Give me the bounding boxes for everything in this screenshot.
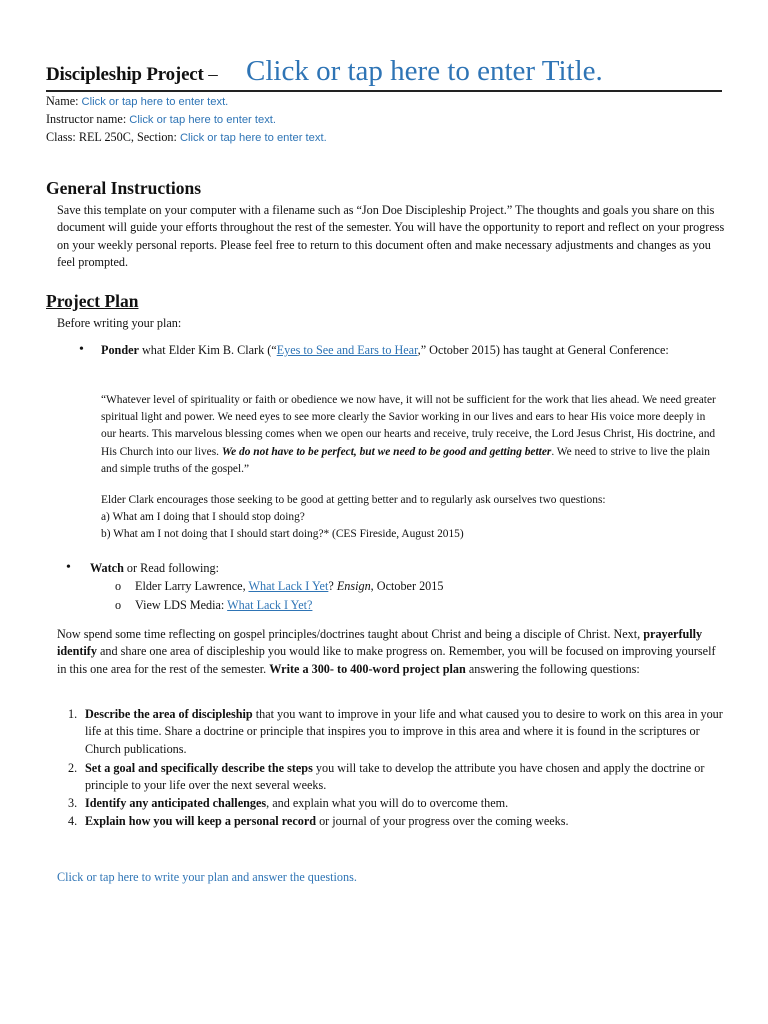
watch-item: Watch or Read following: [90,561,219,575]
project-plan-heading: Project Plan [46,291,139,311]
title-label: Discipleship Project – [46,64,218,85]
question-item: Explain how you will keep a personal record or journal of your progress over the coming weeks. [85,814,569,828]
question-number: 3. [68,796,78,810]
question-number: 1. [68,707,78,721]
question-item: Identify any anticipated challenges, and explain what you will do to overcome them. [85,796,509,810]
plan-intro: Before writing your plan: [57,316,182,330]
instructor-placeholder[interactable]: Click or tap here to enter text. [129,114,277,126]
section-placeholder[interactable]: Click or tap here to enter text. [179,132,327,144]
question-number: 4. [68,814,78,828]
eyes-to-see-link[interactable]: Eyes to See and Ears to Hear [276,343,418,357]
clark-questions: Elder Clark encourages those seeking to be good at getting better and to regularly ask ourselves two questions: a) What am I doing that I should stop doing? b) What am I not doing that I should start doing?* (CES Fireside, August 2015) [101,494,606,541]
instructor-line: Instructor name: Click or tap here to enter text. [46,112,277,126]
plan-answer-placeholder[interactable]: Click or tap here to write your plan and answer the questions. [57,870,357,884]
watch-subitem-2: View LDS Media: What Lack I Yet? [135,598,313,612]
general-instructions-body: Save this template on your computer with a filename such as “Jon Doe Discipleship Project.” The thoughts and goals you share on this document will guide your efforts throughout the rest of the semester. You will have the opportunity to report and reflect on your progress on your weekly personal reports. Please feel free to return to this document often and make necessary adjustments and changes as you feel prompted. [57,203,725,270]
bullet-icon: • [79,342,84,357]
sub-bullet-icon: o [115,598,122,612]
reflect-paragraph: Now spend some time reflecting on gospel principles/doctrines taught about Christ and being a disciple of Christ. Next, prayerfully identify and share one area of discipleship you would like to make progress on. Remember, you will be focused on improving yourself in this one area for the rest of the semester. Write a 300- to 400-word project plan answering the following questions: [57,627,716,676]
name-placeholder[interactable]: Click or tap here to enter text. [81,96,229,108]
class-line: Class: REL 250C, Section: Click or tap here to enter text. [46,130,327,144]
title-row [46,52,722,92]
question-item: Describe the area of discipleship that you want to improve in your life and what caused you to desire to work on this area in your life at this time. Share a doctrine or principle that inspires you to improve in this area and where it is found in the scriptures or Church publications. [85,707,723,756]
what-lack-i-yet-media-link[interactable]: What Lack I Yet? [227,598,313,612]
question-item: Set a goal and specifically describe the steps you will take to develop the attribute you have chosen and apply the doctrine or principle to your life over the next several weeks. [85,761,705,793]
clark-quote: “Whatever level of spirituality or faith or obedience we now have, it will not be sufficient for the work that lies ahead. We need greater spiritual light and power. We need eyes to see more clearly the Savior working in our lives and ears to hear His voice more deeply in our hearts. This marvelous blessing comes when we open our hearts and receive, truly receive, the Lord Jesus Christ, His doctrine, and His Church into our lives. We do not have to be perfect, but we need to be good and getting better. We need to strive to live the plain and simple truths of the gospel.” [101,394,716,475]
title-placeholder[interactable]: Click or tap here to enter Title. [246,55,603,87]
what-lack-i-yet-ensign-link[interactable]: What Lack I Yet [248,579,329,593]
ponder-item: Ponder what Elder Kim B. Clark (“Eyes to See and Ears to Hear,” October 2015) has taught at General Conference: [101,343,669,357]
sub-bullet-icon: o [115,579,122,593]
name-line: Name: Click or tap here to enter text. [46,94,229,108]
general-instructions-heading: General Instructions [46,178,202,198]
bullet-icon: • [66,560,71,575]
question-number: 2. [68,761,78,775]
watch-subitem-1: Elder Larry Lawrence, What Lack I Yet? Ensign, October 2015 [135,579,444,593]
